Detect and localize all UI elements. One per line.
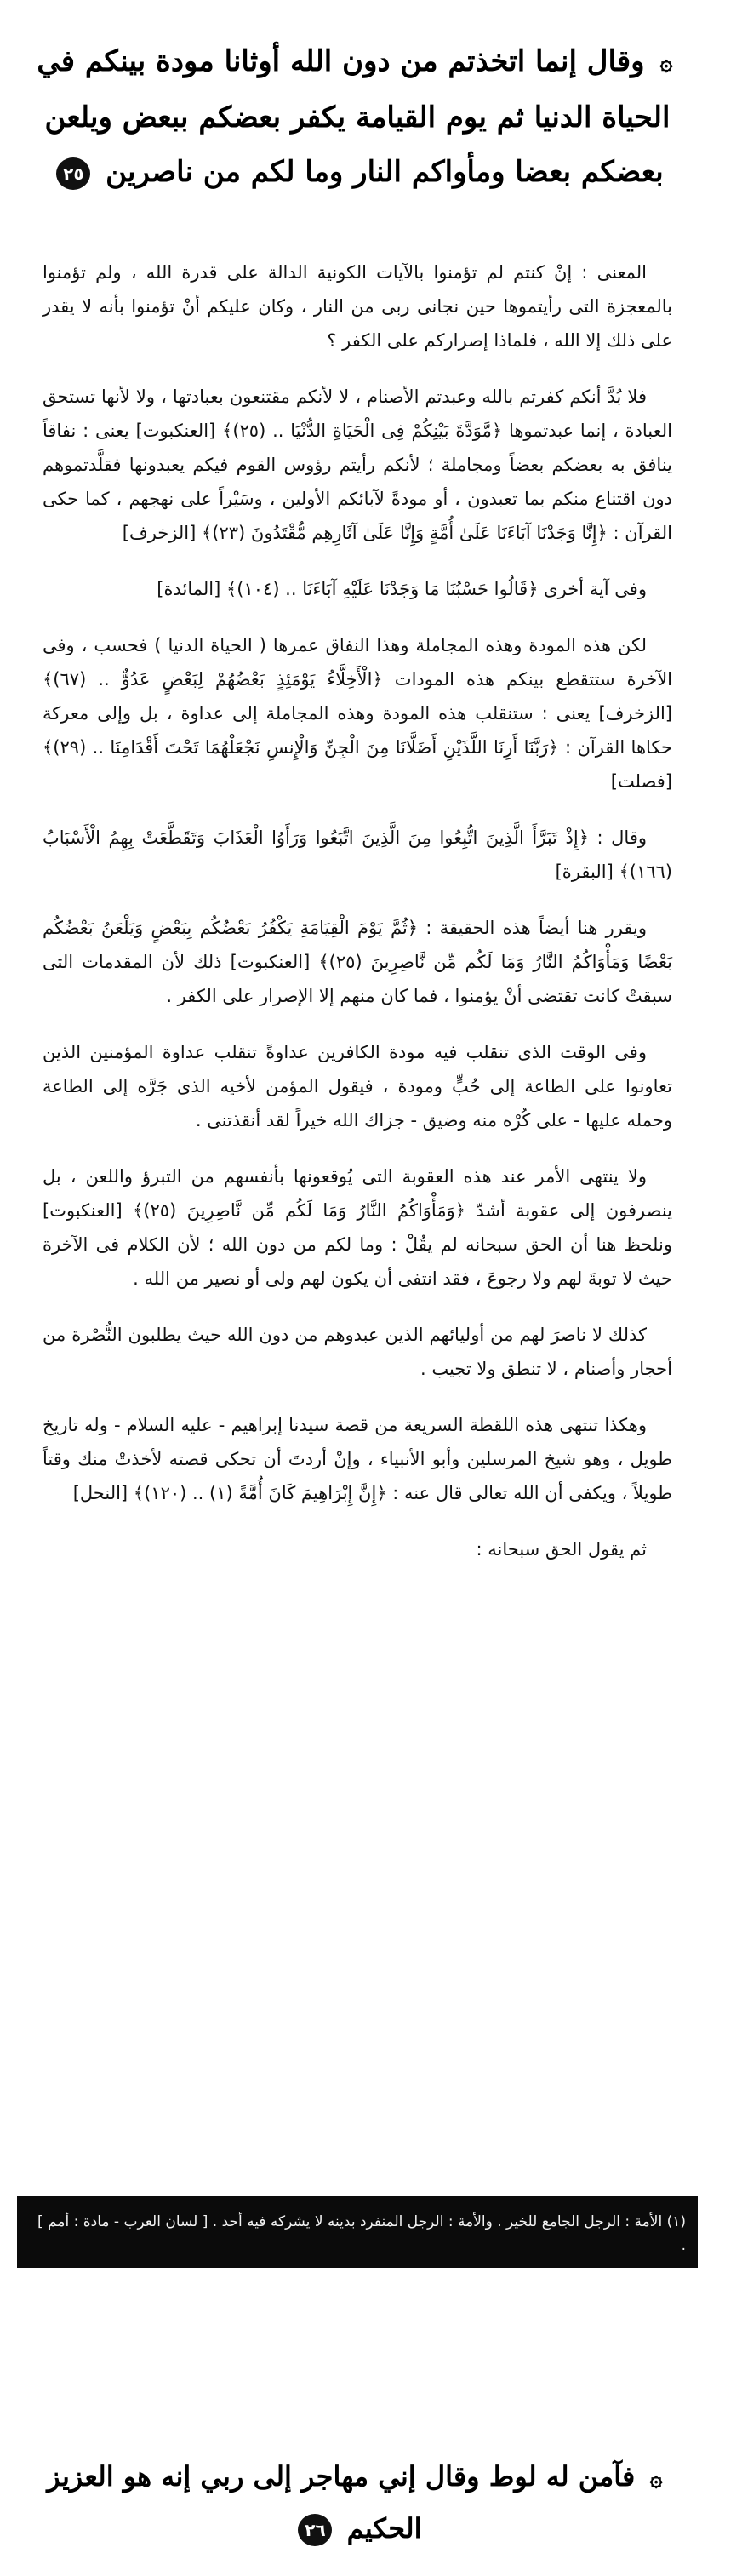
ornament-icon: ۞: [649, 2465, 663, 2492]
paragraph: وقال : ﴿إِذْ تَبَرَّأَ الَّذِينَ اتُّبِعُوا مِنَ الَّذِينَ اتَّبَعُوا وَرَأَوُا الْعَذَابَ وَتَقَطَّعَتْ بِهِمُ الْأَسْبَابُ (١٦٦)﴾ [البقرة]: [43, 827, 672, 882]
paragraph: ولا ينتهى الأمر عند هذه العقوبة التى يُوقعونها بأنفسهم من التبرؤ واللعن ، بل ينصرفون إلى عقوبة أشدّ ﴿وَمَأْوَاكُمُ النَّارُ وَمَا لَكُم مِّن نَّاصِرِينَ (٢٥)﴾ [العنكبوت] ونلحظ هنا أن الحق سبحانه لم يقُلْ : وما لكم من دون الله ؛ لأن الكلام فى الآخرة حيث لا توبةَ لهم ولا رجوعَ ، فقد انتفى أن يكون لهم ولى أو نصير من الله .: [43, 1166, 673, 1289]
verse-text: فآمن له لوط وقال إني مهاجر إلى ربي إنه هو العزيز الحكيم: [47, 2460, 636, 2545]
quran-verse-top: [26, 34, 689, 199]
paragraph: لكن هذه المودة وهذه المجاملة وهذا النفاق عمرها ( الحياة الدنيا ) فحسب ، وفى الآخرة ستتقطع بينكم هذه المودات ﴿الْأَخِلَّاءُ يَوْمَئِذٍ بَعْضُهُمْ لِبَعْضٍ عَدُوٌّ .. (٦٧)﴾ [الزخرف] يعنى : ستنقلب هذه المودة وهذه المجاملة إلى عداوة ، بل وإلى معركة حكاها القرآن : ﴿رَبَّنَا أَرِنَا اللَّذَيْنِ أَضَلَّانَا مِنَ الْجِنِّ وَالْإِنسِ نَجْعَلْهُمَا تَحْتَ أَقْدَامِنَا .. (٢٩)﴾ [فصلت]: [43, 635, 672, 792]
paragraph: وهكذا تنتهى هذه اللقطة السريعة من قصة سيدنا إبراهيم - عليه السلام - وله تاريخ طويل ، وهو شيخ المرسلين وأبو الأنبياء ، وإنْ أردتَ أن تحكى قصته لأخذتْ منك وقتاً طويلاً ، ويكفى أن الله تعالى قال عنه : ﴿إِنَّ إِبْرَاهِيمَ كَانَ أُمَّةً (١) .. (١٢٠)﴾ [النحل]: [43, 1415, 672, 1503]
paragraph: ثم يقول الحق سبحانه :: [476, 1539, 647, 1560]
paragraph: ويقرر هنا أيضاً هذه الحقيقة : ﴿ثُمَّ يَوْمَ الْقِيَامَةِ يَكْفُرُ بَعْضُكُم بِبَعْضٍ وَيَلْعَنُ بَعْضُكُم بَعْضًا وَمَأْوَاكُمُ النَّارُ وَمَا لَكُم مِّن نَّاصِرِينَ (٢٥)﴾ [العنكبوت] ذلك لأن المقدمات التى سبقتْ كانت تقتضى أنْ يؤمنوا ، فما كان منهم إلا الإصرار على الكفر .: [43, 918, 672, 1006]
paragraph: كذلك لا ناصرَ لهم من أوليائهم الذين عبدوهم من دون الله حيث يطلبون النُّصْرة من أحجار وأصنام ، لا تنطق ولا تجيب .: [43, 1325, 672, 1379]
quran-verse-bottom: [26, 2452, 689, 2553]
verse-text: وقال إنما اتخذتم من دون الله أوثانا مودة بينكم في الحياة الدنيا ثم يوم القيامة يكفر بعضكم ببعض ويلعن بعضكم بعضا ومأواكم النار وما لكم من ناصرين: [37, 44, 671, 189]
tafsir-body: [43, 255, 672, 1589]
verse-number-badge: ٢٥: [56, 157, 90, 190]
paragraph: وفى آية أخرى ﴿قَالُوا حَسْبُنَا مَا وَجَدْنَا عَلَيْهِ آبَاءَنَا .. (١٠٤)﴾ [المائدة]: [157, 579, 647, 599]
paragraph: المعنى : إنْ كنتم لم تؤمنوا بالآيات الكونية الدالة على قدرة الله ، ولم تؤمنوا بالمعجزة التى رأيتموها حين نجانى ربى من النار ، وكان عليكم أنْ تؤمنوا بأنه لا يقدر على ذلك إلا الله ، فلماذا إصراركم على الكفر ؟: [43, 262, 672, 351]
verse-number-badge: ٢٦: [298, 2514, 332, 2546]
ornament-icon: ۞: [659, 50, 673, 76]
paragraph: فلا بُدَّ أنكم كفرتم بالله وعبدتم الأصنام ، لا لأنكم مقتنعون بعبادتها ، ولا لأنها تستحق العبادة ، إنما عبدتموها ﴿مَّوَدَّةَ بَيْنِكُمْ فِى الْحَيَاةِ الدُّنْيَا .. (٢٥)﴾ [العنكبوت] يعنى : نفاقاً ينافق به بعضكم بعضاً ومجاملة ؛ لأنكم رأيتم رؤوس القوم فيكم يعبدونها فقلَّدتموهم دون اقتناع منكم بما تعبدون ، أو مودةً لآبائكم الأولين ، وسَيْراً على نهجهم ، كما حكى القرآن : ﴿إِنَّا وَجَدْنَا آبَاءَنَا عَلَىٰ أُمَّةٍ وَإِنَّا عَلَىٰ آثَارِهِم مُّقْتَدُونَ (٢٣)﴾ [الزخرف]: [43, 386, 672, 543]
paragraph: وفى الوقت الذى تنقلب فيه مودة الكافرين عداوةً تنقلب عداوة المؤمنين الذين تعاونوا على الطاعة إلى حُبٍّ ومودة ، فيقول المؤمن لأخيه الذى جَرَّه إلى الطاعة وحمله عليها - على كُرْه منه وضيق - جزاك الله خيراً لقد أنقذتنى .: [43, 1042, 672, 1131]
footnote: (١) الأمة : الرجل الجامع للخير . والأمة : الرجل المنفرد بدينه لا يشركه فيه أحد . [ لسان العرب - مادة : أمم ] .: [37, 2213, 686, 2254]
